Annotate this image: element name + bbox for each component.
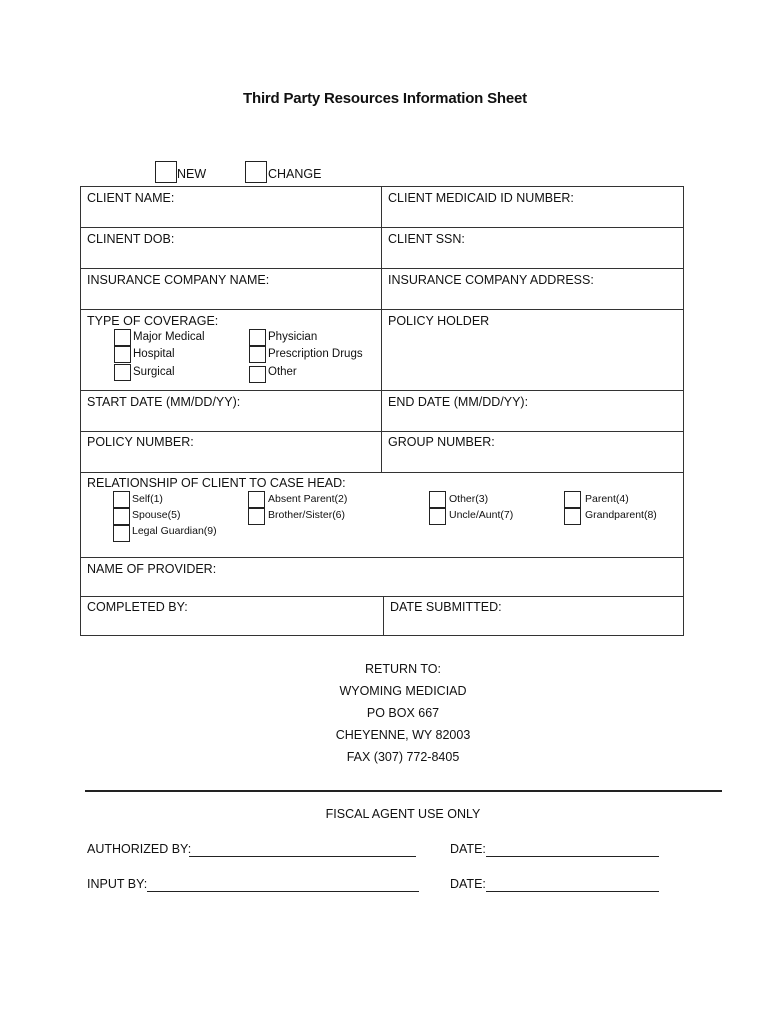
- return-line: FAX (307) 772-8405: [346, 750, 460, 764]
- relationship-legal-guardian-checkbox[interactable]: [113, 525, 130, 542]
- authorized-by-line[interactable]: [189, 856, 416, 857]
- coverage-prescription-drugs-checkbox[interactable]: [249, 346, 266, 363]
- coverage-option-label: Other: [268, 366, 297, 378]
- fiscal-heading: FISCAL AGENT USE ONLY: [325, 807, 481, 821]
- relationship-absent-parent-checkbox[interactable]: [248, 491, 265, 508]
- policy-number-field[interactable]: POLICY NUMBER:: [87, 435, 194, 449]
- change-label: CHANGE: [268, 167, 322, 181]
- relationship-option-label: Parent(4): [585, 493, 629, 505]
- coverage-major-medical-checkbox[interactable]: [114, 329, 131, 346]
- insurance-company-name-field[interactable]: INSURANCE COMPANY NAME:: [87, 273, 270, 287]
- page-title: Third Party Resources Information Sheet: [243, 90, 527, 107]
- return-line: CHEYENNE, WY 82003: [335, 728, 471, 742]
- name-of-provider-field[interactable]: NAME OF PROVIDER:: [87, 562, 217, 576]
- relationship-option-label: Spouse(5): [132, 509, 181, 521]
- relationship-self-checkbox[interactable]: [113, 491, 130, 508]
- coverage-option-label: Hospital: [133, 348, 175, 360]
- relationship-uncle-aunt-checkbox[interactable]: [429, 508, 446, 525]
- relationship-label: RELATIONSHIP OF CLIENT TO CASE HEAD:: [87, 476, 346, 490]
- policy-holder-field[interactable]: POLICY HOLDER: [388, 314, 490, 328]
- coverage-surgical-checkbox[interactable]: [114, 364, 131, 381]
- type-of-coverage-label: TYPE OF COVERAGE:: [87, 314, 219, 328]
- start-date-field[interactable]: START DATE (MM/DD/YY):: [87, 395, 241, 409]
- completed-by-field[interactable]: COMPLETED BY:: [87, 600, 188, 614]
- client-dob-field[interactable]: CLINENT DOB:: [87, 232, 175, 246]
- return-address: [0, 658, 770, 768]
- relationship-option-label: Uncle/Aunt(7): [449, 509, 514, 521]
- coverage-option-label: Prescription Drugs: [268, 348, 363, 360]
- coverage-physician-checkbox[interactable]: [249, 329, 266, 346]
- client-ssn-field[interactable]: CLIENT SSN:: [388, 232, 465, 246]
- new-checkbox[interactable]: [155, 161, 177, 183]
- return-line: WYOMING MEDICIAD: [339, 684, 467, 698]
- coverage-other-checkbox[interactable]: [249, 366, 266, 383]
- authorized-date-label: DATE:: [450, 842, 486, 856]
- input-date-line[interactable]: [486, 891, 659, 892]
- date-submitted-field[interactable]: DATE SUBMITTED:: [390, 600, 502, 614]
- end-date-field[interactable]: END DATE (MM/DD/YY):: [388, 395, 529, 409]
- client-name-field[interactable]: CLIENT NAME:: [87, 191, 175, 205]
- relationship-brother-sister-checkbox[interactable]: [248, 508, 265, 525]
- return-line: PO BOX 667: [366, 706, 440, 720]
- input-by-label: INPUT BY:: [87, 877, 148, 891]
- relationship-option-label: Brother/Sister(6): [268, 509, 346, 521]
- relationship-parent-checkbox[interactable]: [564, 491, 581, 508]
- relationship-option-label: Grandparent(8): [585, 509, 657, 521]
- return-heading: RETURN TO:: [365, 662, 441, 676]
- input-by-line[interactable]: [147, 891, 419, 892]
- relationship-option-label: Other(3): [449, 493, 489, 505]
- form-table: [80, 186, 684, 636]
- coverage-option-label: Physician: [268, 331, 318, 343]
- relationship-option-label: Legal Guardian(9): [132, 525, 217, 537]
- relationship-grandparent-checkbox[interactable]: [564, 508, 581, 525]
- section-divider: [85, 790, 722, 792]
- change-checkbox[interactable]: [245, 161, 267, 183]
- relationship-spouse-checkbox[interactable]: [113, 508, 130, 525]
- client-medicaid-id-field[interactable]: CLIENT MEDICAID ID NUMBER:: [388, 191, 574, 205]
- coverage-hospital-checkbox[interactable]: [114, 346, 131, 363]
- coverage-option-label: Surgical: [133, 366, 175, 378]
- new-label: NEW: [177, 167, 207, 181]
- authorized-by-label: AUTHORIZED BY:: [87, 842, 192, 856]
- group-number-field[interactable]: GROUP NUMBER:: [388, 435, 495, 449]
- relationship-option-label: Absent Parent(2): [268, 493, 348, 505]
- input-date-label: DATE:: [450, 877, 486, 891]
- authorized-date-line[interactable]: [486, 856, 659, 857]
- insurance-company-address-field[interactable]: INSURANCE COMPANY ADDRESS:: [388, 273, 594, 287]
- relationship-other-checkbox[interactable]: [429, 491, 446, 508]
- coverage-option-label: Major Medical: [133, 331, 205, 343]
- relationship-option-label: Self(1): [132, 493, 163, 505]
